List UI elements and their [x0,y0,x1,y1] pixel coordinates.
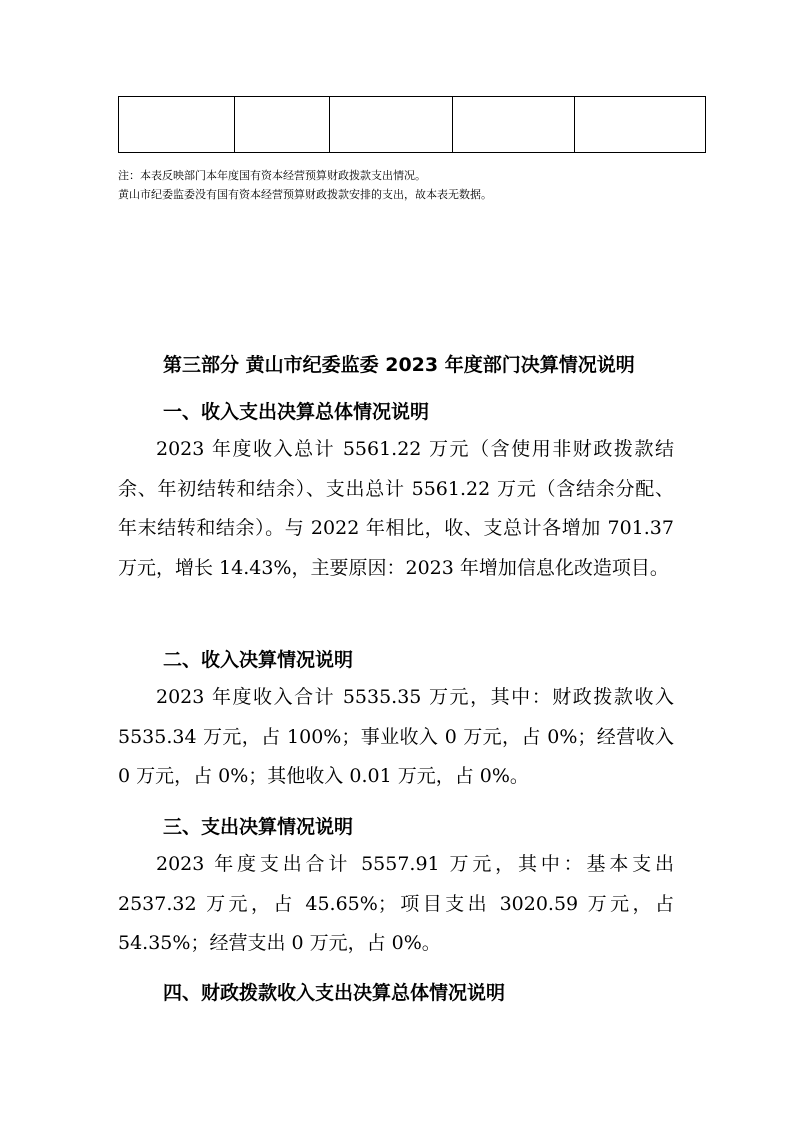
section-body-2-text: 2023 年度收入合计 5535.35 万元，其中：财政拨款收入 5535.34 万元，占 100%；事业收入 0 万元，占 0%；经营收入 0 万元，占 0%；其他收入 0.01 万元，占 0%。 [118,686,674,787]
section-body-3-text: 2023 年度支出合计 5557.91 万元，其中：基本支出 2537.32 万元，占 45.65%；项目支出 3020.59 万元，占 54.35%；经营支出 0 万元，占 0%。 [118,853,674,954]
section-heading-1: 一、收入支出决算总体情况说明 [163,401,430,423]
table-cell [330,97,453,153]
section-heading-2: 二、收入决算情况说明 [163,649,354,671]
empty-data-table [118,96,706,153]
section-body-3 [118,845,674,964]
table-cell [575,97,706,153]
section-heading-4: 四、财政拨款收入支出决算总体情况说明 [163,982,506,1004]
table-cell [453,97,575,153]
part-title: 第三部分 黄山市纪委监委 2023 年度部门决算情况说明 [163,354,635,376]
section-body-1-text: 2023 年度收入总计 5561.22 万元（含使用非财政拨款结余、年初结转和结余）、支出总计 5561.22 万元（含结余分配、年末结转和结余）。与 2022 年相比，收、支总计各增加 701.37 万元，增长 14.43%，主要原因：2023 年增加信息化改造项目。 [118,438,674,579]
table-notes [118,166,492,204]
section-heading-3: 三、支出决算情况说明 [163,816,354,838]
table-cell [235,97,330,153]
table-cell [119,97,235,153]
note-line-2: 黄山市纪委监委没有国有资本经营预算财政拨款安排的支出，故本表无数据。 [118,188,492,201]
table-row [119,97,706,153]
note-line-1: 注：本表反映部门本年度国有资本经营预算财政拨款支出情况。 [118,169,426,182]
section-body-2 [118,678,674,797]
section-body-1 [118,430,674,588]
